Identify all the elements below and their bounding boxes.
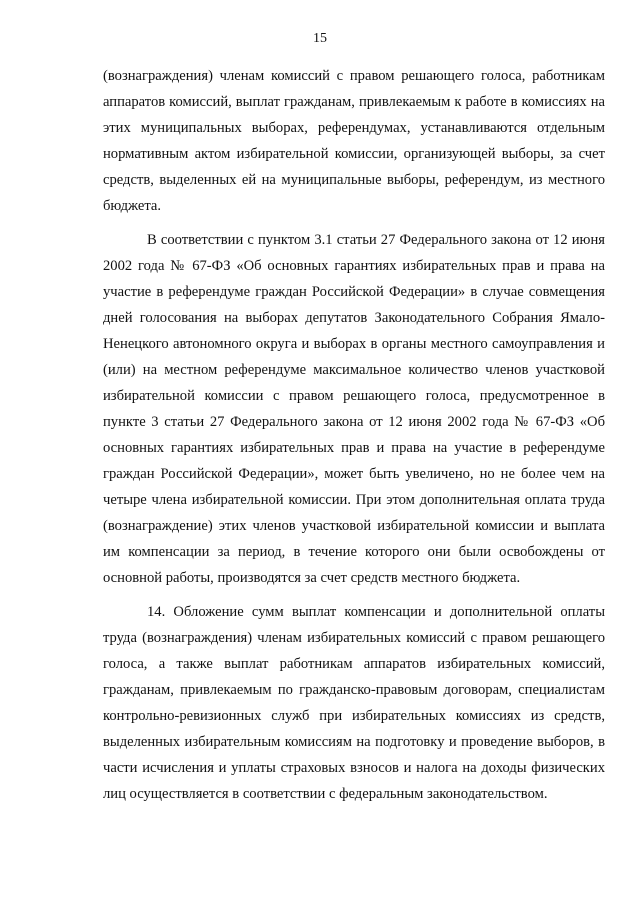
paragraph-polling-commission: В соответствии с пунктом 3.1 статьи 27 Федерального закона от 12 июня 2002 года № 67-ФЗ «Об основных гарантиях избирательных прав и права на участие в референдуме граждан Российской Федерации» в случае совмещения дней голосования на выборах депутатов Законодательного Собрания Ямало-Ненецкого автономного округа и выборах в органы местного самоуправления и (или) на местном референдуме максимальное количество членов участковой избирательной комиссии с правом решающего голоса, предусмотренное в пункте 3 статьи 27 Федерального закона от 12 июня 2002 года № 67-ФЗ «Об основных гарантиях избирательных прав и права на участие в референдуме граждан Российской Федерации», может быть увеличено, но не более чем на четыре члена избирательной комиссии. При этом дополнительная оплата труда (вознаграждение) этих членов участковой избирательной комиссии и выплата им компенсации за период, в течение которого они были освобождены от основной работы, производятся за счет средств местного бюджета. — [103, 232, 605, 586]
paragraph-continuation: (вознаграждения) членам комиссий с правом решающего голоса, работникам аппаратов комиссий, выплат гражданам, привлекаемым к работе в комиссиях на этих муниципальных выборах, референдумах, устанавливаются отдельным нормативным актом избирательной комиссии, организующей выборы, за счет средств, выделенных ей на муниципальные выборы, референдум, из местного бюджета. — [103, 68, 605, 214]
paragraph-14-taxation: 14. Обложение сумм выплат компенсации и дополнительной оплаты труда (вознаграждения) членам избирательных комиссий с правом решающего голоса, а также выплат работникам аппаратов избирательных комиссий, гражданам, привлекаемым по гражданско-правовым договорам, специалистам контрольно-ревизионных служб при избирательных комиссиях из средств, выделенных избирательным комиссиям на подготовку и проведение выборов, в части исчисления и уплаты страховых взносов и налога на доходы физических лиц осуществляется в соответствии с федеральным законодательством. — [103, 604, 605, 802]
document-body — [103, 63, 605, 807]
page-number: 15 — [313, 31, 327, 46]
